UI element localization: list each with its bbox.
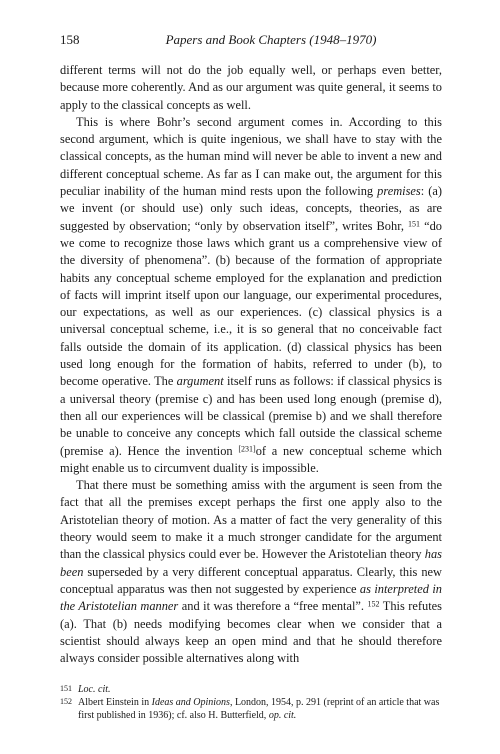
paragraph-2-text-e: of a new conceptual scheme which might enable us to circumvent duality is impossible. bbox=[60, 443, 442, 475]
footnote-text bbox=[78, 683, 442, 696]
paragraph-3 bbox=[60, 477, 442, 667]
paragraph-2-text-c: “do we come to recognize those laws which grant us a comprehensive view of the diversity of phenomena”. (b) because of the formation of appropriate habits any conceptual scheme employed for the explanation and prediction of facts will imprint itself upon our language, our experimental procedures, our expectations, as well as our experiences. (c) classical physics is a universal conceptual scheme, i.e., it is so general that no conceivable fact falls outside the domain of its application. (d) classical physics has been used long enough for the formation of habits, referred to under (b), to become operative. The bbox=[60, 218, 442, 389]
emphasis-argument: argument bbox=[176, 374, 224, 389]
footnote-text bbox=[78, 696, 442, 722]
footnote-italic: Loc. cit. bbox=[78, 684, 111, 695]
footnotes bbox=[60, 683, 442, 722]
paragraph-2-text-a: This is where Bohr’s second argument comes in. According to this second argument, which is quite ingenious, we shall have to stay with the classical concepts, as the human mind will never be able to invent a new and different conceptual scheme. As far as I can make out, the argument for this peculiar inability of the human mind rests upon the following bbox=[60, 114, 442, 199]
page-marker-231: [231] bbox=[238, 443, 256, 453]
footnote-ref-151: 151 bbox=[408, 219, 421, 229]
page-body bbox=[60, 32, 442, 667]
footnote-number: 151 bbox=[60, 684, 72, 693]
running-title: Papers and Book Chapters (1948–1970) bbox=[165, 32, 377, 47]
footnote-italic-2: op. cit. bbox=[268, 710, 297, 721]
footnote-italic: Ideas and Opinions bbox=[151, 697, 230, 708]
paragraph-2-text-b: : (a) we invent (or should use) only such ideas, concepts, theories, as are suggested by observation; “only by observation itself”, writes Bohr, bbox=[60, 184, 442, 233]
footnote-ref-152: 152 bbox=[367, 599, 380, 609]
footnote-text-b: , London, 1954, p. 291 (reprint of an article that was first published in 1936); cf. also H. Butterfield, bbox=[78, 697, 440, 721]
emphasis-aristotelian-manner: as interpreted in the Aristotelian manner bbox=[60, 581, 442, 614]
running-head bbox=[60, 32, 442, 48]
paragraph-3-text-b: superseded by a very different conceptual apparatus. Clearly, this new conceptual apparatus was then not suggested by experience bbox=[60, 564, 442, 596]
emphasis-premises: premises bbox=[377, 184, 421, 199]
paragraph-2-text-d: itself runs as follows: if classical physics is a universal theory (premise c) and has been used long enough (premise d), then all our experiences will be classical (premise b) and we shall therefore be unable to conceive any concepts which fall outside the classical scheme (premise a). Hence the invention bbox=[60, 374, 442, 458]
paragraph-1 bbox=[60, 62, 442, 114]
paragraph-3-text-d: This refutes (a). That (b) needs modifying becomes clear when we consider that a scientist should always keep an open mind and that he should therefore always consider possible alternatives along with bbox=[60, 599, 442, 666]
footnote-number: 152 bbox=[60, 697, 72, 706]
paragraph-3-text-c: and it was therefore a “free mental”. bbox=[178, 599, 368, 614]
footnote-text-a: Albert Einstein in bbox=[78, 697, 152, 708]
emphasis-has-been: has been bbox=[60, 547, 442, 579]
footnote-152 bbox=[60, 696, 442, 722]
paragraph-1-text: different terms will not do the job equally well, or perhaps even better, because more coherently. And as our argument was quite general, it seems to apply to the classical concepts as well. bbox=[60, 63, 442, 112]
paragraph-3-text-a: That there must be something amiss with the argument is seen from the fact that all the premises except perhaps the first one apply also to the Aristotelian theory of motion. As a matter of fact the very generality of this theory would seem to make it a much stronger candidate for the argument than the classical physics could ever be. However the Aristotelian theory bbox=[60, 478, 442, 562]
main-text bbox=[60, 62, 442, 667]
paragraph-2 bbox=[60, 114, 442, 477]
footnote-151 bbox=[60, 683, 442, 696]
page-number: 158 bbox=[60, 32, 80, 47]
